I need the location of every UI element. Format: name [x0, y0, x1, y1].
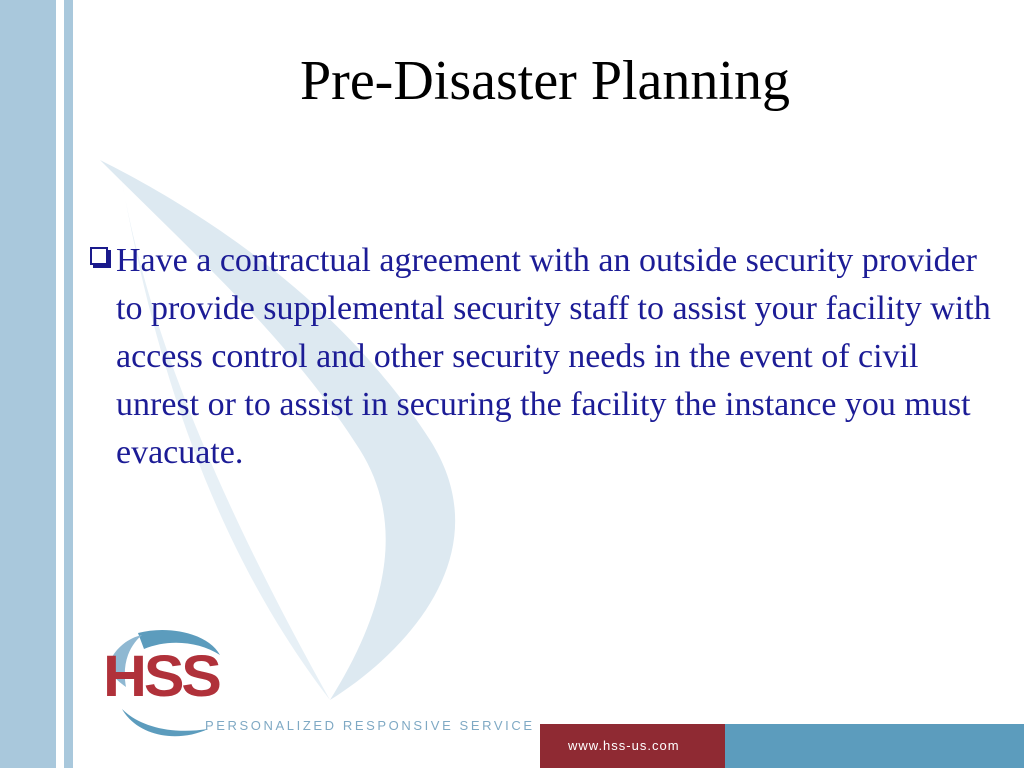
footer-url-band — [540, 724, 725, 768]
bullet-item — [90, 237, 1010, 477]
left-decorative-bar-wide — [0, 0, 56, 768]
footer-url: www.hss-us.com — [568, 738, 680, 753]
logo-tagline: PERSONALIZED RESPONSIVE SERVICE — [205, 718, 535, 733]
slide-title: Pre-Disaster Planning — [300, 50, 790, 112]
bullet-text: Have a contractual agreement with an outside security provider to provide supplemental security staff to assist your facility with access control and other security needs in the event of civil unrest or to assist in securing the facility the instance you must evacuate. — [116, 242, 991, 471]
hss-logo: HSS — [103, 644, 219, 709]
left-decorative-bar-thin — [64, 0, 73, 768]
checkbox-square-icon — [90, 247, 108, 265]
footer-blue-band — [725, 724, 1024, 768]
